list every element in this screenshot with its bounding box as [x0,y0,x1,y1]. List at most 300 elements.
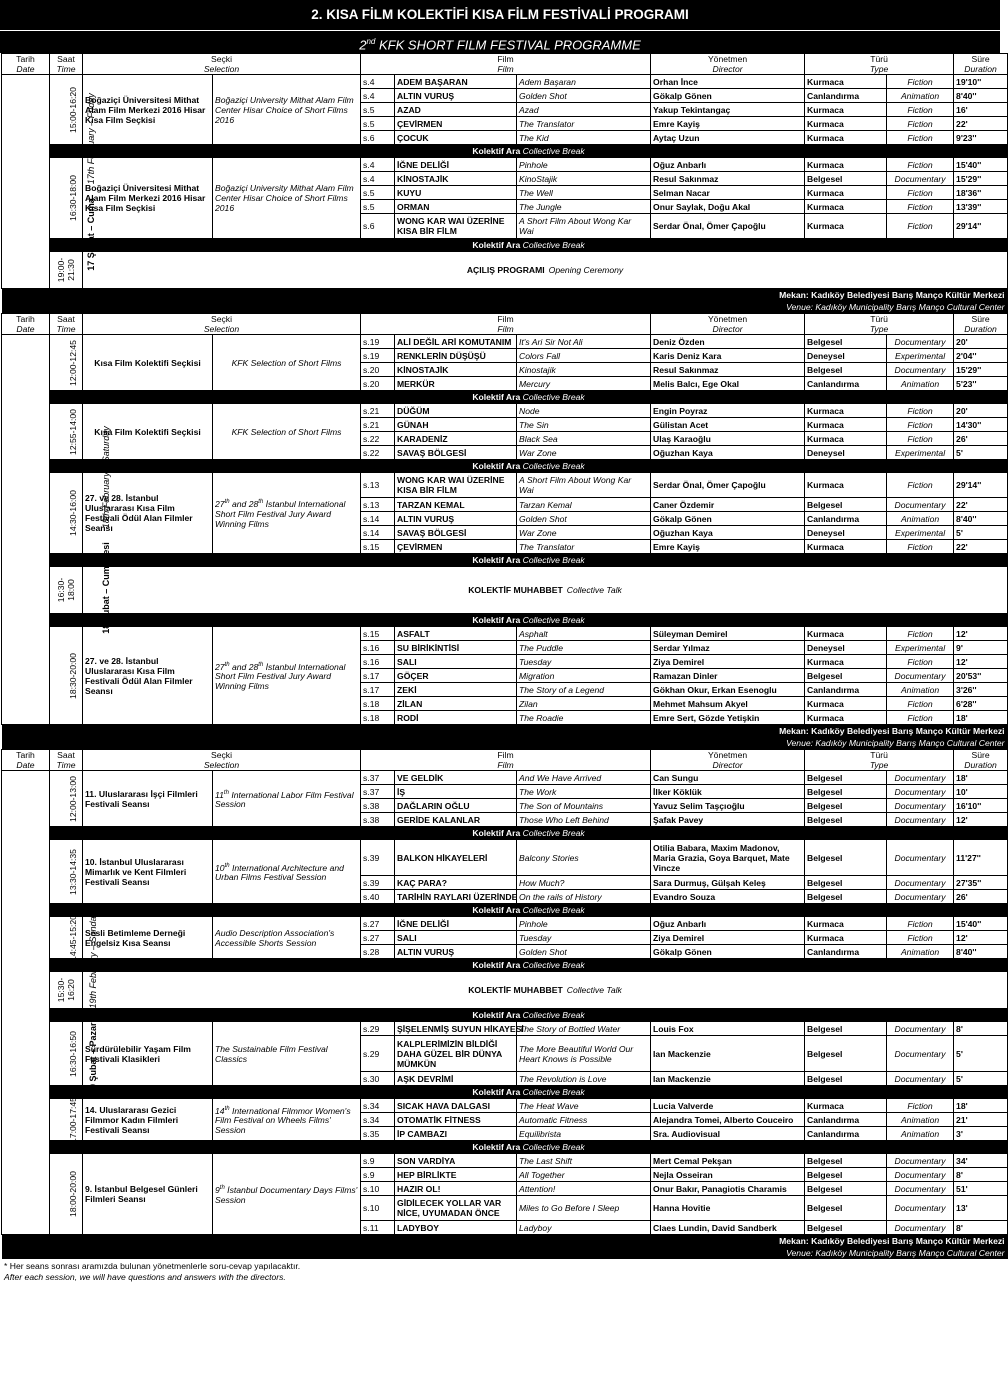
event-title-en: Collective Talk [566,585,622,595]
film-title-tr: ASFALT [395,627,517,641]
event-cell [83,252,1008,289]
film-type-en: Animation [887,1127,954,1141]
venue-en: Venue: Kadıköy Municipality Barış Manço Cultural Center [2,1247,1008,1259]
film-director: Evandro Souza [651,890,805,904]
film-title-en: Node [517,404,651,418]
film-director: Nejla Osseiran [651,1168,805,1182]
film-type-en: Documentary [887,813,954,827]
film-duration: 15'40'' [954,917,1008,931]
film-title-en: The Revolution is Love [517,1072,651,1086]
film-duration: 15'29'' [954,363,1008,377]
film-title-en: The Roadie [517,711,651,725]
film-director: Oğuzhan Kaya [651,526,805,540]
break-label-en: Collective Break [522,1087,585,1097]
film-title-tr: İŞ [395,785,517,799]
catalog-page: s.17 [361,669,395,683]
selection-tr: Boğaziçi Üniversitesi Mithat Alam Film Merkezi 2016 Hisar Kısa Film Seçkisi [83,158,213,239]
film-duration: 16' [954,103,1008,117]
catalog-page: s.21 [361,418,395,432]
header-time-tr: Saat [57,314,75,324]
film-row [2,840,1008,876]
film-type-en: Fiction [887,711,954,725]
film-title-tr: SAVAŞ BÖLGESİ [395,446,517,460]
film-type-en: Animation [887,683,954,697]
session-time-label: 16:30-18:00 [56,577,76,603]
catalog-page: s.19 [361,335,395,349]
selection-tr: Kısa Film Kolektifi Seçkisi [83,335,213,391]
header-director [651,314,805,335]
film-type-tr: Belgesel [805,1182,887,1196]
selection-en-sup: th [223,789,229,796]
film-director: Sra. Audiovisual [651,1127,805,1141]
catalog-page: s.17 [361,683,395,697]
header-type-en: Type [869,760,889,770]
film-duration: 8' [954,1221,1008,1235]
selection-en-part: 27 [215,661,225,672]
film-duration: 22' [954,540,1008,554]
collective-break [50,1009,1008,1022]
film-director: Süleyman Demirel [651,627,805,641]
film-type-tr: Belgesel [805,498,887,512]
session-time-label: 13:30-14:35 [67,848,78,895]
catalog-page: s.40 [361,890,395,904]
film-title-tr: TARİHİN RAYLARI ÜZERİNDE [395,890,517,904]
film-title-tr: ALTIN VURUŞ [395,945,517,959]
venue-tr: Mekan: Kadıköy Belediyesi Barış Manço Kültür Merkezi [2,1235,1008,1248]
venue-row-tr [2,289,1008,302]
film-title-tr: SON VARDİYA [395,1154,517,1168]
film-director: Emre Kayiş [651,117,805,131]
film-director: Resul Sakınmaz [651,172,805,186]
header-selection-en: Selection [203,64,240,74]
film-type-en: Experimental [887,446,954,460]
session-time-label: 12:00-13:00 [67,775,78,822]
film-duration: 19'10'' [954,75,1008,89]
film-title-tr: RODİ [395,711,517,725]
film-title-tr: KAÇ PARA? [395,876,517,890]
film-duration: 2'04'' [954,349,1008,363]
film-type-tr: Kurmaca [805,432,887,446]
selection-en [213,1154,361,1235]
selection-en-sup: th [224,1105,230,1112]
catalog-page: s.10 [361,1182,395,1196]
header-selection-tr: Seçki [211,314,233,324]
film-title-en: The Heat Wave [517,1099,651,1113]
event-title-en: Opening Ceremony [548,265,624,275]
film-duration: 13' [954,1196,1008,1221]
date-en: 17th February – Friday [85,92,96,184]
film-title-en: On the rails of History [517,890,651,904]
film-title-tr: KARADENİZ [395,432,517,446]
film-duration: 8'40'' [954,89,1008,103]
film-title-tr: SICAK HAVA DALGASI [395,1099,517,1113]
session-time-label: 12:00-12:45 [67,339,78,386]
film-type-tr: Kurmaca [805,627,887,641]
film-title-tr: İĞNE DELİĞİ [395,917,517,931]
film-duration: 12' [954,813,1008,827]
film-director: Serdar Yılmaz [651,641,805,655]
film-title-en: The Well [517,186,651,200]
film-title-en: Colors Fall [517,349,651,363]
header-time [50,54,83,75]
catalog-page: s.13 [361,498,395,512]
film-type-en: Fiction [887,214,954,239]
header-type-tr: Türü [870,750,888,760]
film-type-en: Documentary [887,771,954,785]
film-director: Gökalp Gönen [651,512,805,526]
day-table [1,749,1008,1259]
catalog-page: s.34 [361,1099,395,1113]
film-director: Mert Cemal Pekşan [651,1154,805,1168]
session-time [50,840,83,904]
break-label-en: Collective Break [522,461,585,471]
session-time [50,335,83,391]
film-title-tr: ORMAN [395,200,517,214]
film-director: Lucia Valverde [651,1099,805,1113]
catalog-page: s.14 [361,526,395,540]
film-type-tr: Belgesel [805,890,887,904]
film-title-tr: LADYBOY [395,1221,517,1235]
header-duration-en: Duration [964,64,997,74]
collective-break [50,904,1008,917]
header-date-tr: Tarih [16,54,35,64]
header-duration-en: Duration [964,760,997,770]
catalog-page: s.15 [361,627,395,641]
film-type-tr: Kurmaca [805,404,887,418]
film-duration: 20' [954,335,1008,349]
film-type-en: Fiction [887,404,954,418]
selection-tr: Sesli Betimleme Derneği Engelsiz Kısa Seansı [83,917,213,959]
film-director: Onur Saylak, Doğu Akal [651,200,805,214]
film-type-tr: Belgesel [805,1072,887,1086]
film-director: Resul Sakınmaz [651,363,805,377]
break-label-en: Collective Break [522,828,585,838]
film-director: Otilia Babara, Maxim Madonov, Maria Grazia, Goya Barquet, Mate Vincze [651,840,805,876]
collective-break-row [2,614,1008,627]
film-title-en: Pinhole [517,917,651,931]
film-title-en: The Son of Mountains [517,799,651,813]
session-time [50,567,83,614]
selection-en [213,771,361,827]
film-director: Gökalp Gönen [651,89,805,103]
selection-en [213,840,361,904]
collective-break [50,1086,1008,1099]
film-duration: 34' [954,1154,1008,1168]
selection-tr: 11. Uluslararası İşçi Filmleri Festivali Seansı [83,771,213,827]
film-type-tr: Kurmaca [805,186,887,200]
film-director: Alejandra Tomei, Alberto Couceiro [651,1113,805,1127]
film-type-en: Documentary [887,498,954,512]
film-title-en: Balcony Stories [517,840,651,876]
venue-row-tr [2,1235,1008,1248]
catalog-page: s.38 [361,813,395,827]
film-type-en: Documentary [887,1022,954,1036]
selection-en-part: 11 [215,789,224,800]
header-type-en: Type [869,64,889,74]
film-type-en: Fiction [887,1099,954,1113]
header-film-tr: Film [497,314,514,324]
film-type-en: Fiction [887,75,954,89]
selection-en-sup: th [219,1185,225,1192]
film-title-en: The More Beautiful World Our Heart Knows is Possible [517,1036,651,1072]
collective-break [50,959,1008,972]
film-type-en: Documentary [887,876,954,890]
film-title-en: The Sin [517,418,651,432]
film-type-en: Fiction [887,655,954,669]
date-tr: 19 Şubat – Pazar [88,1022,99,1094]
catalog-page: s.38 [361,799,395,813]
film-director: Gülistan Acet [651,418,805,432]
film-duration: 5' [954,526,1008,540]
collective-break-row [2,391,1008,404]
film-duration: 8' [954,1022,1008,1036]
film-title-en: The Translator [517,540,651,554]
date-tr: 17 Şubat – Cuma [85,197,96,271]
film-type-tr: Belgesel [805,799,887,813]
film-director: Aytaç Uzun [651,131,805,145]
film-title-tr: KALPLERİMİZİN BİLDİĞİ DAHA GÜZEL BİR DÜNYA MÜMKÜN [395,1036,517,1072]
session-time-label: 18:00-20:00 [67,1171,78,1217]
catalog-page: s.39 [361,840,395,876]
film-title-en: Adem Başaran [517,75,651,89]
film-type-en: Fiction [887,917,954,931]
collective-break-row [2,827,1008,840]
selection-tr: 14. Uluslararası Gezici Filmmor Kadın Filmleri Festivali Seansı [83,1099,213,1141]
selection-tr: Kısa Film Kolektifi Seçkisi [83,404,213,460]
film-title-en: War Zone [517,446,651,460]
film-type-en: Experimental [887,526,954,540]
header-date [2,54,50,75]
date-en: 19th February – Sunday [88,911,99,1009]
collective-break-row [2,904,1008,917]
header-row [2,750,1008,771]
film-director: Gökalp Gönen [651,945,805,959]
film-type-en: Documentary [887,1036,954,1072]
collective-break-row [2,554,1008,567]
film-row [2,404,1008,418]
header-film-tr: Film [497,750,514,760]
film-title-en: It's Ari Sir Not Ali [517,335,651,349]
film-title-en: Miles to Go Before I Sleep [517,1196,651,1221]
header-selection [83,750,361,771]
break-label-tr: Kolektif Ara [472,1010,521,1020]
film-type-tr: Canlandırma [805,89,887,103]
film-type-tr: Deneysel [805,641,887,655]
selection-en: Boğaziçi University Mithat Alam Film Center Hisar Choice of Short Films 2016 [213,75,361,145]
film-row [2,1099,1008,1113]
session-time [50,1154,83,1235]
catalog-page: s.39 [361,876,395,890]
header-type-tr: Türü [870,54,888,64]
film-title-tr: HAZIR OL! [395,1182,517,1196]
header-date-en: Date [16,760,35,770]
film-row [2,771,1008,785]
schedule-tables [0,53,1005,1259]
film-type-en: Animation [887,377,954,391]
header-type-tr: Türü [870,314,888,324]
session-time [50,1096,83,1143]
film-type-tr: Belgesel [805,335,887,349]
catalog-page: s.18 [361,711,395,725]
break-label-tr: Kolektif Ara [472,240,521,250]
break-label-tr: Kolektif Ara [472,555,521,565]
event-cell [83,567,1008,614]
film-type-en: Fiction [887,158,954,172]
catalog-page: s.5 [361,186,395,200]
break-label-en: Collective Break [522,392,585,402]
header-film-en: Film [497,760,514,770]
film-duration: 18' [954,711,1008,725]
film-director: Louis Fox [651,1022,805,1036]
film-row [2,627,1008,641]
film-row [2,917,1008,931]
film-type-en: Documentary [887,172,954,186]
catalog-page: s.37 [361,785,395,799]
selection-en [213,473,361,554]
footer-note [0,1259,1000,1285]
footer-english: After each session, we will have questions and answers with the directors. [4,1272,286,1282]
film-title-en: KinoStajik [517,172,651,186]
selection-en-part: International Labor Film Festival Session [215,789,354,810]
film-title-tr: GİDİLECEK YOLLAR VAR NİCE, UYUMADAN ÖNCE [395,1196,517,1221]
film-row [2,1022,1008,1036]
film-type-tr: Belgesel [805,1168,887,1182]
venue-tr: Mekan: Kadıköy Belediyesi Barış Manço Kültür Merkezi [2,289,1008,302]
day-date-label [88,911,98,1093]
film-title-tr: AZAD [395,103,517,117]
header-film [361,314,651,335]
selection-en: The Sustainable Film Festival Classics [213,1022,361,1086]
film-type-tr: Deneysel [805,446,887,460]
film-row [2,158,1008,172]
film-director: Serdar Önal, Ömer Çapoğlu [651,473,805,498]
catalog-page: s.16 [361,655,395,669]
film-duration: 15'40'' [954,158,1008,172]
film-director: Sara Durmuş, Gülşah Keleş [651,876,805,890]
film-title-en: All Together [517,1168,651,1182]
film-director: Deniz Özden [651,335,805,349]
film-type-en: Fiction [887,473,954,498]
film-director: Yavuz Selim Taşçıoğlu [651,799,805,813]
film-type-tr: Kurmaca [805,75,887,89]
selection-en-part: 27 [215,498,225,509]
event-row [2,252,1008,289]
break-label-tr: Kolektif Ara [472,392,521,402]
header-row [2,54,1008,75]
film-title-tr: ÇEVİRMEN [395,117,517,131]
programme-title-bar [0,0,1000,53]
venue-row-tr [2,725,1008,738]
film-duration: 6'28'' [954,697,1008,711]
film-director: Orhan İnce [651,75,805,89]
film-director: Emre Kayiş [651,540,805,554]
selection-en-part: International Filmmor Women's Film Festival on Wheels Films' Session [215,1105,351,1136]
film-title-tr: OTOMATİK FİTNESS [395,1113,517,1127]
film-duration: 16'10'' [954,799,1008,813]
film-title-tr: GERİDE KALANLAR [395,813,517,827]
day-date-label [101,426,111,634]
film-type-tr: Canlandırma [805,945,887,959]
film-title-tr: ALTIN VURUŞ [395,512,517,526]
header-selection [83,54,361,75]
film-title-en: Golden Shot [517,945,651,959]
film-type-en: Documentary [887,799,954,813]
film-director: Onur Bakır, Panagiotis Charamis [651,1182,805,1196]
catalog-page: s.19 [361,349,395,363]
session-time [50,627,83,725]
film-duration: 20'53'' [954,669,1008,683]
session-time [50,404,83,460]
film-title-en: Azad [517,103,651,117]
film-type-tr: Kurmaca [805,131,887,145]
header-date [2,750,50,771]
collective-break [50,827,1008,840]
film-title-tr: GÖÇER [395,669,517,683]
selection-en-sup: th [224,499,230,506]
catalog-page: s.20 [361,363,395,377]
catalog-page: s.27 [361,917,395,931]
film-title-tr: HEP BİRLİKTE [395,1168,517,1182]
film-type-tr: Kurmaca [805,214,887,239]
collective-break-row [2,145,1008,158]
film-type-tr: Kurmaca [805,158,887,172]
film-title-tr: RENKLERİN DÜŞÜŞÜ [395,349,517,363]
header-film [361,54,651,75]
film-title-tr: ZEKİ [395,683,517,697]
film-duration: 9' [954,641,1008,655]
film-type-tr: Belgesel [805,669,887,683]
film-duration: 29'14'' [954,473,1008,498]
film-director: Ziya Demirel [651,655,805,669]
film-director: Melis Balcı, Ege Okal [651,377,805,391]
film-title-en: Zilan [517,697,651,711]
catalog-page: s.29 [361,1036,395,1072]
film-row [2,335,1008,349]
film-type-tr: Canlandırma [805,512,887,526]
session-time [50,252,83,289]
session-time [50,158,83,239]
film-director: Mehmet Mahsum Akyel [651,697,805,711]
film-type-tr: Belgesel [805,785,887,799]
day-table [1,53,1008,313]
film-type-tr: Canlandırma [805,683,887,697]
film-duration: 5' [954,1036,1008,1072]
header-duration [954,314,1008,335]
film-type-en: Documentary [887,363,954,377]
event-title-en: Collective Talk [566,985,622,995]
selection-en: Boğaziçi University Mithat Alam Film Center Hisar Choice of Short Films 2016 [213,158,361,239]
session-time-label: 19:00-21:30 [56,257,76,283]
film-title-tr: SALI [395,931,517,945]
film-director: Ziya Demirel [651,931,805,945]
film-director: Engin Poyraz [651,404,805,418]
film-director: Gökhan Okur, Erkan Esenoglu [651,683,805,697]
venue-tr: Mekan: Kadıköy Belediyesi Barış Manço Kültür Merkezi [2,725,1008,738]
film-title-tr: BALKON HİKAYELERİ [395,840,517,876]
film-type-en: Fiction [887,627,954,641]
film-director: Ian Mackenzie [651,1036,805,1072]
film-title-en: Equilibrista [517,1127,651,1141]
film-director: Serdar Önal, Ömer Çapoğlu [651,214,805,239]
film-type-en: Fiction [887,131,954,145]
film-title-en: The Puddle [517,641,651,655]
catalog-page: s.9 [361,1154,395,1168]
collective-break [50,460,1008,473]
event-row [2,567,1008,614]
film-type-tr: Kurmaca [805,1099,887,1113]
catalog-page: s.22 [361,446,395,460]
header-director-tr: Yönetmen [707,314,748,324]
